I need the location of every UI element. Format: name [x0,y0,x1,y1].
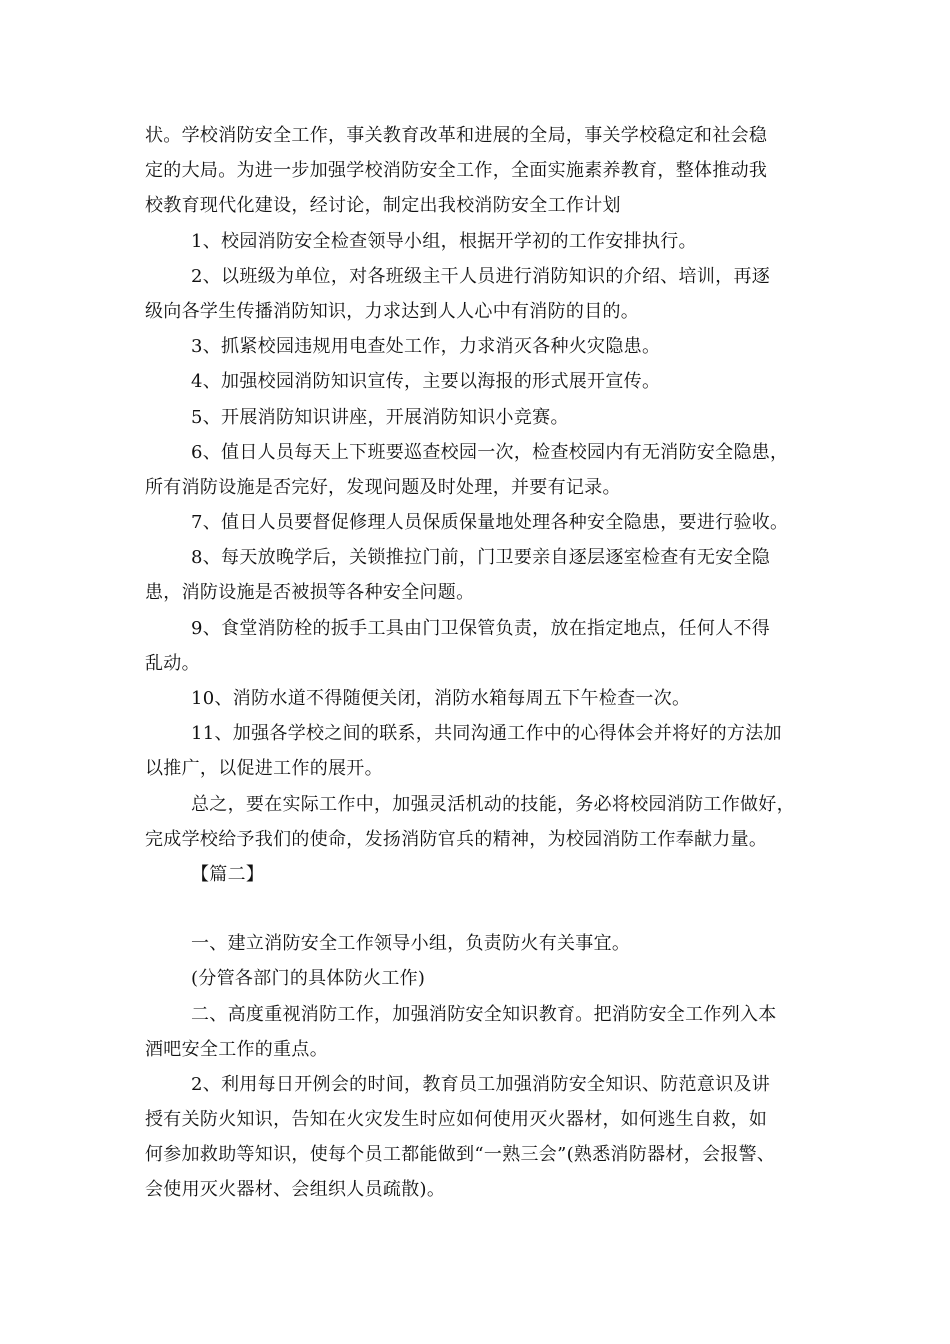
document-body [145,118,815,1208]
paragraph-line: 校教育现代化建设，经讨论，制定出我校消防安全工作计划 [145,195,621,217]
list-item-8-cont: 患，消防设施是否被损等各种安全问题。 [145,582,475,604]
list-item-5: 5、开展消防知识讲座，开展消防知识小竞赛。 [191,406,569,428]
point-2-sub-cont: 何参加救助等知识，使每个员工都能做到“一熟三会”(熟悉消防器材，会报警、 [145,1144,776,1166]
paragraph-line: 定的大局。为进一步加强学校消防安全工作，全面实施素养教育，整体推动我 [145,160,768,182]
point-1: 一、建立消防安全工作领导小组，负责防火有关事宜。 [191,933,631,955]
list-item-8: 8、每天放晚学后，关锁推拉门前，门卫要亲自逐层逐室检查有无安全隐 [191,547,771,569]
list-item-9: 9、食堂消防栓的扳手工具由门卫保管负责，放在指定地点，任何人不得 [191,617,771,639]
list-item-4: 4、加强校园消防知识宣传，主要以海报的形式展开宣传。 [191,371,661,393]
list-item-9-cont: 乱动。 [145,652,200,674]
section-spacer [145,892,815,926]
summary-paragraph: 总之，要在实际工作中，加强灵活机动的技能，务必将校园消防工作做好， [191,793,795,815]
point-2-sub-cont: 授有关防火知识，告知在火灾发生时应如何使用灭火器材，如何逃生自救，如 [145,1109,768,1131]
point-2-sub-cont: 会使用灭火器材、会组织人员疏散)。 [145,1179,446,1201]
point-2: 二、高度重视消防工作，加强消防安全知识教育。把消防安全工作列入本 [191,1003,777,1025]
section-heading: 【篇二】 [191,863,265,885]
list-item-1: 1、校园消防安全检查领导小组，根据开学初的工作安排执行。 [191,230,697,252]
summary-paragraph-cont: 完成学校给予我们的使命，发扬消防官兵的精神，为校园消防工作奉献力量。 [145,828,768,850]
list-item-3: 3、抓紧校园违规用电查处工作，力求消灭各种火灾隐患。 [191,336,661,358]
list-item-11-cont: 以推广，以促进工作的展开。 [145,758,383,780]
list-item-6-cont: 所有消防设施是否完好，发现问题及时处理，并要有记录。 [145,476,621,498]
list-item-7: 7、值日人员要督促修理人员保质保量地处理各种安全隐患，要进行验收。 [191,512,789,534]
list-item-2: 2、以班级为单位，对各班级主干人员进行消防知识的介绍、培训，再逐 [191,265,771,287]
list-item-6: 6、值日人员每天上下班要巡查校园一次，检查校园内有无消防安全隐患， [191,441,789,463]
list-item-11: 11、加强各学校之间的联系，共同沟通工作中的心得体会并将好的方法加 [191,723,782,745]
point-2-cont: 酒吧安全工作的重点。 [145,1038,328,1060]
point-2-sub: 2、利用每日开例会的时间，教育员工加强消防安全知识、防范意识及讲 [191,1073,771,1095]
point-1-note: (分管各部门的具体防火工作) [191,968,426,990]
list-item-2-cont: 级向各学生传播消防知识，力求达到人人心中有消防的目的。 [145,300,640,322]
list-item-10: 10、消防水道不得随便关闭，消防水箱每周五下午检查一次。 [191,688,691,709]
paragraph-line: 状。学校消防安全工作，事关教育改革和进展的全局，事关学校稳定和社会稳 [145,125,768,146]
